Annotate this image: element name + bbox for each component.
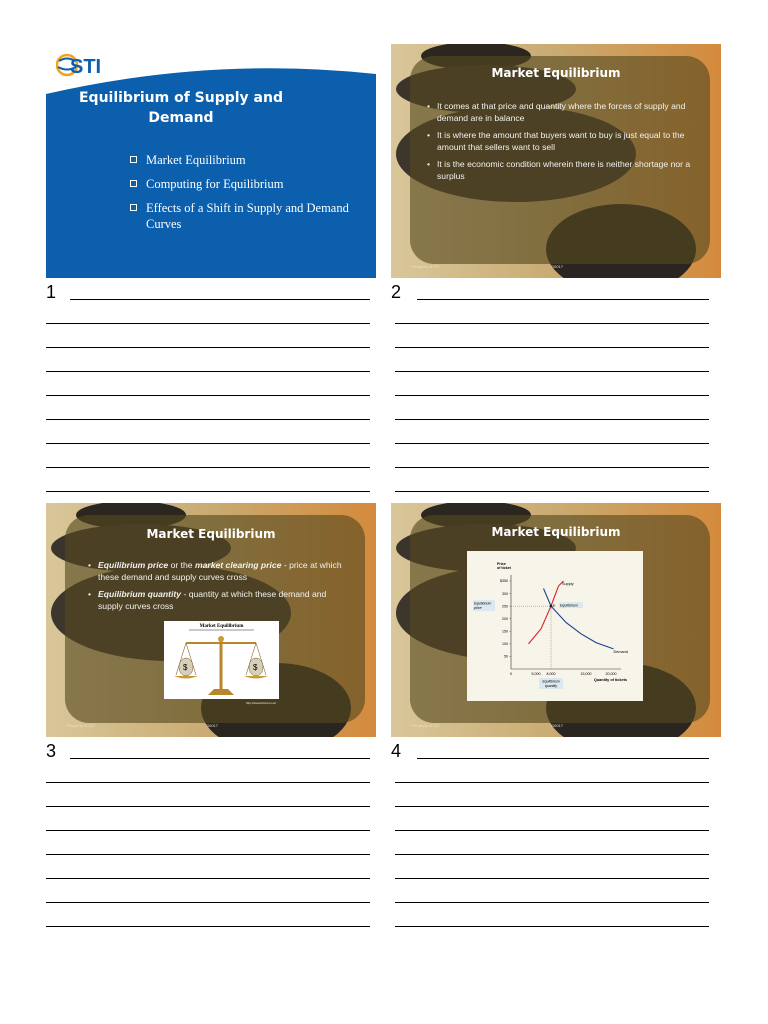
x-tick-label: 0 — [510, 672, 512, 676]
note-line — [395, 806, 709, 807]
svg-text:$: $ — [183, 663, 188, 672]
x-tick-label: 20,000 — [605, 672, 617, 676]
list-item: • It is the economic condition wherein there is neither shortage nor a surplus — [427, 158, 695, 182]
note-line — [46, 782, 370, 783]
note-line — [395, 395, 709, 396]
note-line — [395, 371, 709, 372]
y-tick-label: 100 — [502, 642, 508, 647]
note-line — [46, 371, 370, 372]
note-line — [46, 395, 370, 396]
slide-1-title: Equilibrium of Supply and Demand — [78, 90, 283, 126]
image-caption: Market Equilibrium — [199, 624, 244, 629]
footer-right: G0017 — [551, 264, 564, 269]
series-line-supply — [529, 581, 564, 644]
note-line — [46, 902, 370, 903]
bullet-square-icon — [130, 180, 137, 187]
note-line — [395, 902, 709, 903]
equilibrium-price-callout: Equilibrium — [474, 601, 492, 606]
note-line — [395, 926, 709, 927]
note-line — [46, 323, 370, 324]
equilibrium-price-callout: price — [474, 605, 482, 610]
note-line — [46, 806, 370, 807]
equilibrium-point — [550, 605, 553, 608]
slide-4 — [391, 503, 721, 737]
note-line — [46, 878, 370, 879]
note-line — [46, 467, 370, 468]
footer-left: *Property of STI — [411, 723, 440, 728]
slide-number: 3 — [46, 741, 57, 761]
slide-1 — [46, 44, 376, 278]
note-line — [46, 347, 370, 348]
note-line — [395, 347, 709, 348]
equilibrium-quantity-callout: Equilibrium — [542, 679, 560, 684]
note-line — [70, 299, 370, 300]
note-line — [395, 830, 709, 831]
supply-label: Supply — [562, 582, 574, 586]
sti-logo-text: STI — [70, 56, 102, 78]
equilibrium-point-label: E — [553, 604, 556, 609]
list-item: • It is where the amount that buyers want to buy is just equal to the amount that sellers want to sell — [427, 129, 695, 153]
balance-scale-image — [164, 621, 279, 699]
slide-2-bullets — [427, 100, 695, 187]
image-credit: http://www.bized.co.uk — [246, 701, 276, 705]
demand-label: Demand — [613, 649, 628, 654]
footer-left: *Property of STI — [411, 264, 440, 269]
list-item: Market Equilibrium — [130, 152, 370, 168]
note-line — [70, 758, 370, 759]
slide-number: 2 — [391, 282, 402, 302]
note-line — [417, 758, 709, 759]
slide-3 — [46, 503, 376, 737]
slide-number: 1 — [46, 282, 57, 302]
note-line — [46, 419, 370, 420]
y-axis-label: of ticket — [497, 566, 511, 570]
note-line — [395, 491, 709, 492]
y-tick-label: $350 — [500, 579, 508, 584]
list-item: Effects of a Shift in Supply and Demand Curves — [130, 200, 370, 232]
list-item: • Equilibrium price or the market clearing price - price at which these demand and supply curves cross — [88, 559, 352, 583]
note-line — [395, 878, 709, 879]
note-line — [395, 419, 709, 420]
note-line — [395, 782, 709, 783]
equilibrium-quantity-callout: quantity — [544, 683, 558, 688]
sti-logo — [56, 52, 118, 78]
x-tick-label: 15,000 — [580, 672, 592, 676]
chart-svg — [467, 551, 643, 701]
note-line — [395, 467, 709, 468]
svg-text:$: $ — [253, 663, 258, 672]
footer-left: *Property of STI — [66, 723, 95, 728]
y-tick-label: 250 — [502, 604, 508, 609]
note-line — [417, 299, 709, 300]
note-line — [46, 926, 370, 927]
slide-1-bullets — [130, 152, 370, 240]
note-line — [46, 854, 370, 855]
scale-icon — [164, 621, 279, 699]
supply-demand-chart — [467, 551, 643, 701]
slide-2-title: Market Equilibrium — [491, 66, 621, 80]
note-line — [46, 491, 370, 492]
note-line — [395, 323, 709, 324]
slide-2 — [391, 44, 721, 278]
slide-3-bullets — [88, 559, 352, 617]
y-tick-label: 200 — [502, 616, 508, 621]
footer-right: G0017 — [551, 723, 564, 728]
y-tick-label: 50 — [504, 654, 508, 659]
slide-number: 4 — [391, 741, 402, 761]
x-tick-label: 8,000 — [546, 672, 556, 676]
slide-3-title: Market Equilibrium — [146, 527, 276, 541]
slide-4-title: Market Equilibrium — [491, 525, 621, 539]
note-line — [46, 830, 370, 831]
list-item: • It comes at that price and quantity where the forces of supply and demand are in balance — [427, 100, 695, 124]
x-tick-label: 5,000 — [531, 672, 541, 676]
note-line — [395, 854, 709, 855]
y-tick-label: 300 — [502, 591, 508, 596]
list-item: • Equilibrium quantity - quantity at which these demand and supply curves cross — [88, 588, 352, 612]
bullet-square-icon — [130, 156, 137, 163]
note-line — [46, 443, 370, 444]
y-tick-label: 150 — [502, 629, 508, 634]
equilibrium-callout: Equilibrium — [560, 603, 578, 608]
x-axis-label: Quantity of tickets — [593, 678, 627, 682]
y-axis-label: Price — [497, 562, 506, 566]
note-line — [395, 443, 709, 444]
bullet-square-icon — [130, 204, 137, 211]
footer-right: G0017 — [206, 723, 219, 728]
list-item: Computing for Equilibrium — [130, 176, 370, 192]
